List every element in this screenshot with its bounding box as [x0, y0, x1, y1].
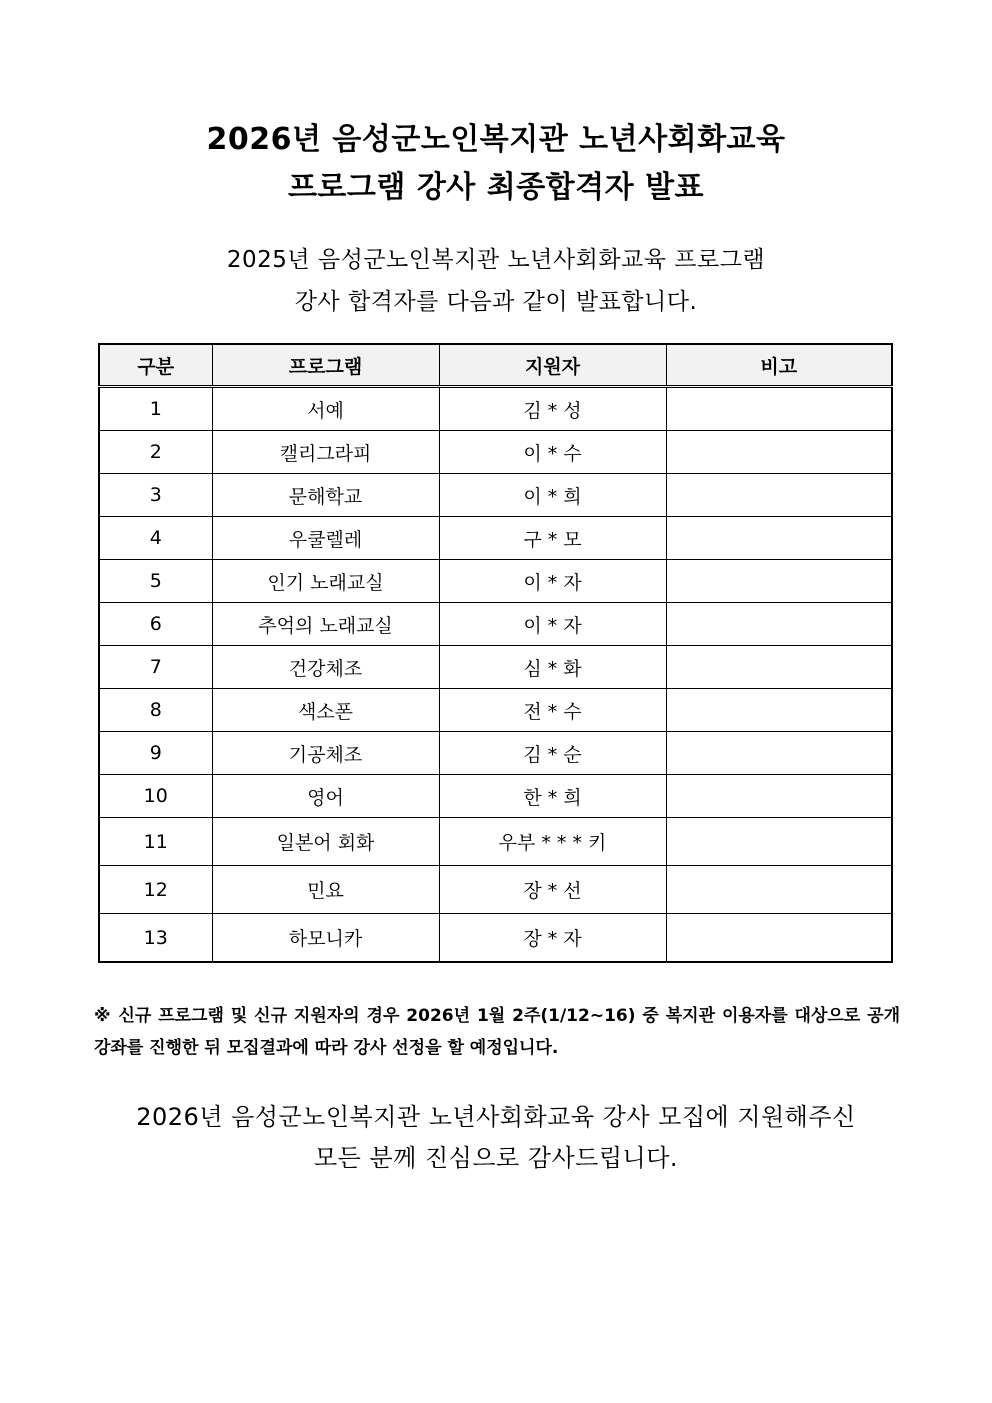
header-applicant: 지원자 — [439, 344, 666, 387]
row-program: 인기 노래교실 — [212, 560, 439, 603]
row-program: 서예 — [212, 387, 439, 431]
row-note — [666, 866, 892, 914]
row-note — [666, 560, 892, 603]
row-program: 민요 — [212, 866, 439, 914]
closing-line1: 2026년 음성군노인복지관 노년사회화교육 강사 모집에 지원해주신 — [136, 1103, 856, 1131]
table-row — [99, 866, 892, 914]
row-applicant: 우부 * * * 키 — [439, 818, 666, 866]
row-no: 4 — [99, 517, 212, 560]
row-note — [666, 732, 892, 775]
row-no: 8 — [99, 689, 212, 732]
row-note — [666, 818, 892, 866]
row-no: 9 — [99, 732, 212, 775]
row-program: 건강체조 — [212, 646, 439, 689]
row-program: 색소폰 — [212, 689, 439, 732]
intro-line1: 2025년 음성군노인복지관 노년사회화교육 프로그램 — [226, 247, 766, 273]
row-no: 2 — [99, 431, 212, 474]
row-program: 문해학교 — [212, 474, 439, 517]
row-program: 영어 — [212, 775, 439, 818]
notice-text: ※ 신규 프로그램 및 신규 지원자의 경우 2026년 1월 2주(1/12~16) 중 복지관 이용자를 대상으로 공개강좌를 진행한 뒤 모집결과에 따라 강사 선정을 할 예정입니다. — [94, 1006, 900, 1058]
row-note — [666, 603, 892, 646]
intro-line2: 강사 합격자를 다음과 같이 발표합니다. — [294, 289, 698, 315]
row-program: 캘리그라피 — [212, 431, 439, 474]
table-header-row — [99, 344, 892, 387]
row-no: 12 — [99, 866, 212, 914]
row-note — [666, 474, 892, 517]
table-row — [99, 818, 892, 866]
row-no: 11 — [99, 818, 212, 866]
table-row — [99, 914, 892, 963]
row-applicant: 이 * 자 — [439, 560, 666, 603]
row-applicant: 장 * 자 — [439, 914, 666, 963]
table-row — [99, 517, 892, 560]
row-note — [666, 517, 892, 560]
table-row — [99, 387, 892, 431]
row-applicant: 전 * 수 — [439, 689, 666, 732]
header-no: 구분 — [99, 344, 212, 387]
row-applicant: 구 * 모 — [439, 517, 666, 560]
row-no: 3 — [99, 474, 212, 517]
closing-line2: 모든 분께 진심으로 감사드립니다. — [313, 1144, 679, 1172]
row-note — [666, 387, 892, 431]
row-applicant: 심 * 화 — [439, 646, 666, 689]
row-applicant: 이 * 수 — [439, 431, 666, 474]
row-program: 우쿨렐레 — [212, 517, 439, 560]
row-no: 13 — [99, 914, 212, 963]
row-program: 하모니카 — [212, 914, 439, 963]
table-row — [99, 732, 892, 775]
document-title-line2: 프로그램 강사 최종합격자 발표 — [287, 170, 705, 205]
results-table — [98, 343, 893, 963]
header-program: 프로그램 — [212, 344, 439, 387]
header-note: 비고 — [666, 344, 892, 387]
row-applicant: 이 * 자 — [439, 603, 666, 646]
row-applicant: 장 * 선 — [439, 866, 666, 914]
row-no: 10 — [99, 775, 212, 818]
row-no: 6 — [99, 603, 212, 646]
row-note — [666, 689, 892, 732]
table-row — [99, 560, 892, 603]
row-applicant: 김 * 순 — [439, 732, 666, 775]
table-row — [99, 689, 892, 732]
row-program: 일본어 회화 — [212, 818, 439, 866]
row-applicant: 한 * 희 — [439, 775, 666, 818]
row-note — [666, 646, 892, 689]
table-row — [99, 775, 892, 818]
row-note — [666, 775, 892, 818]
table-row — [99, 431, 892, 474]
table-row — [99, 474, 892, 517]
row-no: 5 — [99, 560, 212, 603]
table-row — [99, 603, 892, 646]
row-no: 7 — [99, 646, 212, 689]
row-no: 1 — [99, 387, 212, 431]
table-row — [99, 646, 892, 689]
row-program: 기공체조 — [212, 732, 439, 775]
row-applicant: 김 * 성 — [439, 387, 666, 431]
row-applicant: 이 * 희 — [439, 474, 666, 517]
row-note — [666, 431, 892, 474]
row-note — [666, 914, 892, 963]
row-program: 추억의 노래교실 — [212, 603, 439, 646]
document-title-line1: 2026년 음성군노인복지관 노년사회화교육 — [206, 122, 786, 157]
